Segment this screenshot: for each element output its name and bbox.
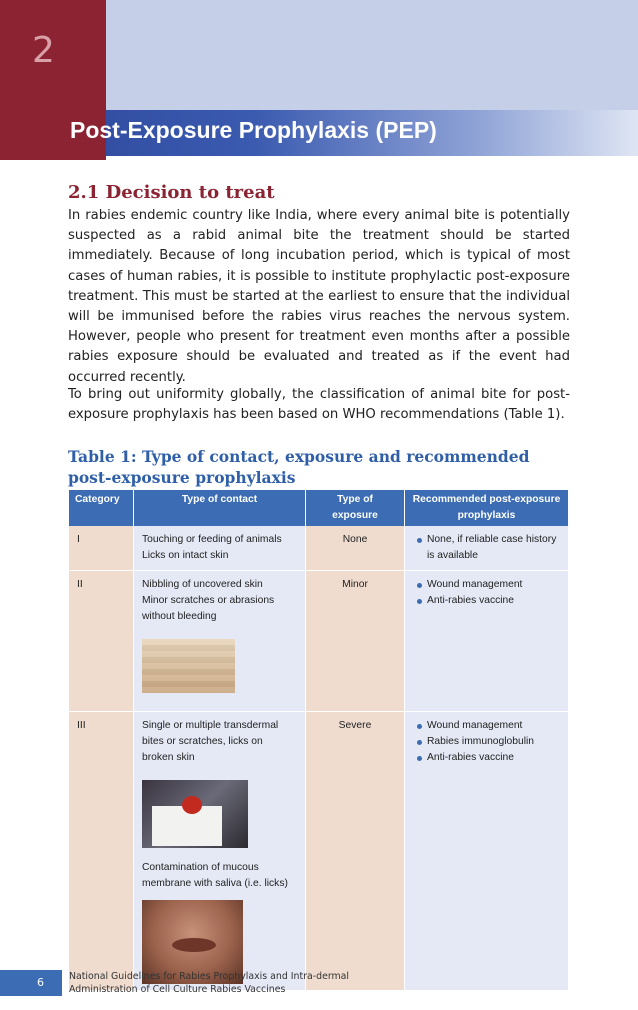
header-exposure-line2: exposure — [332, 510, 378, 521]
contact-line: Minor scratches or abrasions — [142, 595, 275, 606]
cell-recommendation — [405, 526, 569, 571]
header-rec-line2: prophylaxis — [457, 510, 516, 521]
contact-line: Licks on intact skin — [142, 550, 229, 561]
cell-category: II — [69, 571, 134, 712]
table-header-row — [69, 490, 569, 526]
footer-page-box — [0, 970, 62, 996]
cell-recommendation — [405, 571, 569, 712]
page-title: Post-Exposure Prophylaxis (PEP) — [70, 117, 437, 143]
rec-bullet: Anti-rabies vaccine — [413, 593, 560, 609]
table-caption — [68, 446, 538, 488]
table-caption-line1: Table 1: Type of contact, exposure and recommended — [68, 447, 530, 466]
section-heading: 2.1 Decision to treat — [68, 182, 275, 203]
header-exposure — [306, 490, 405, 526]
footer-line2: Administration of Cell Culture Rabies Vaccines — [69, 984, 286, 995]
header-recommendation — [405, 490, 569, 526]
header-exposure-line1: Type of — [337, 494, 373, 505]
skin-scratch-photo — [142, 639, 235, 693]
wound-shape — [182, 796, 202, 814]
contact-line: membrane with saliva (i.e. licks) — [142, 878, 288, 889]
cell-exposure: None — [306, 526, 405, 571]
contact-line: Single or multiple transdermal — [142, 720, 279, 731]
page-number: 6 — [37, 976, 44, 989]
cell-contact — [134, 526, 306, 571]
header-contact: Type of contact — [134, 490, 306, 526]
rec-bullet: Rabies immunoglobulin — [413, 734, 560, 750]
table-caption-line2: post-exposure prophylaxis — [68, 468, 296, 487]
cell-exposure: Minor — [306, 571, 405, 712]
rec-bullet: Wound management — [413, 577, 560, 593]
cell-category: III — [69, 712, 134, 991]
contact-line: Nibbling of uncovered skin — [142, 579, 263, 590]
chapter-number: 2 — [32, 30, 55, 71]
cell-category: I — [69, 526, 134, 571]
footer-line1: National Guidelines for Rabies Prophylaxis and Intra-dermal — [69, 971, 350, 982]
header-rec-line1: Recommended post-exposure — [412, 494, 561, 505]
rec-continuation: is available — [427, 550, 478, 561]
paragraph-decision: In rabies endemic country like India, where every animal bite is potentially suspected as a rabid animal bite the treatment should be started immediately. Because of long incubation period, which is typical of most cases of human rabies, it is possible to institute prophylactic post-exposure treatment. This must be started at the earliest to ensure that the individual will be immunised before the rabies virus reaches the nervous system. However, people who present for treatment even months after a possible rabies exposure should be evaluated and treated as if the event had occurred recently. — [68, 208, 570, 385]
bite-wound-photo — [142, 780, 248, 848]
paragraph-uniformity: To bring out uniformity globally, the classification of animal bite for post-exposure prophylaxis has been based on WHO recommendations (Table 1). — [68, 387, 570, 423]
contact-line: without bleeding — [142, 611, 217, 622]
cell-recommendation — [405, 712, 569, 991]
cell-contact — [134, 571, 306, 712]
cell-contact — [134, 712, 306, 991]
contact-line: broken skin — [142, 752, 195, 763]
contact-line: bites or scratches, licks on — [142, 736, 263, 747]
table-row-category-2 — [69, 571, 569, 712]
pep-table — [69, 490, 569, 991]
table-row-category-3 — [69, 712, 569, 991]
table-row-category-1 — [69, 526, 569, 571]
footer-text — [69, 970, 349, 996]
header-category: Category — [69, 490, 134, 526]
contact-line: Touching or feeding of animals — [142, 534, 282, 545]
cell-exposure: Severe — [306, 712, 405, 991]
rec-bullet: Anti-rabies vaccine — [413, 750, 560, 766]
rec-bullet: None, if reliable case history — [413, 532, 560, 548]
lips-shape — [172, 938, 216, 952]
rec-bullet: Wound management — [413, 718, 560, 734]
contact-line: Contamination of mucous — [142, 862, 259, 873]
